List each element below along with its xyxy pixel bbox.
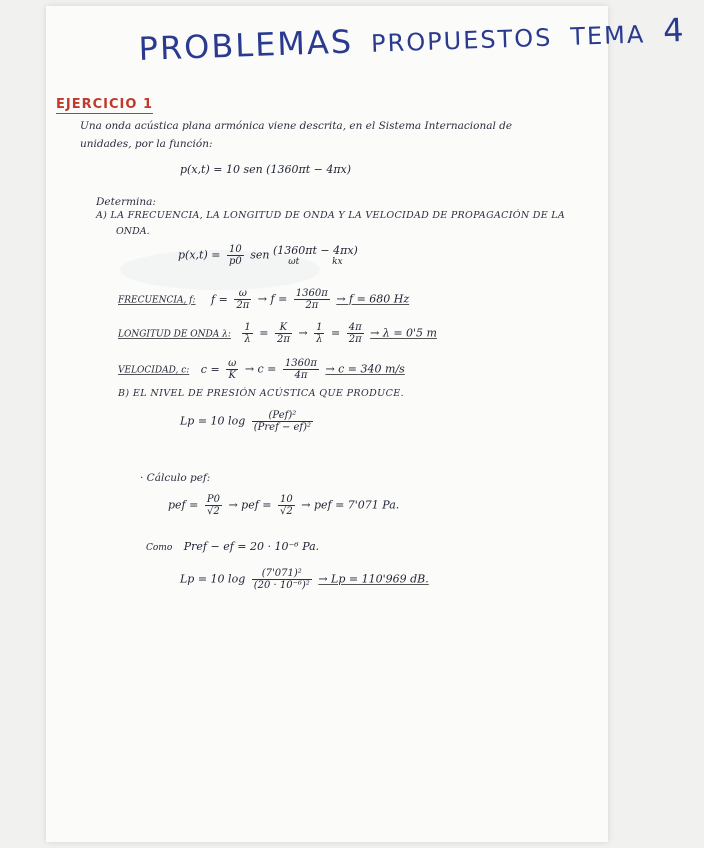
wavelength-frac-b <box>275 322 292 345</box>
wavelength-label: LONGITUD DE ONDA λ: <box>118 329 231 340</box>
frequency-b: → f = <box>257 292 288 306</box>
eq2-lhs: p(x,t) = <box>178 248 221 262</box>
lp-lhs: Lp = 10 log <box>180 414 246 428</box>
velocity-frac-a <box>226 358 238 381</box>
final-lp-fraction <box>252 568 312 591</box>
velocity-b-num: 1360π <box>284 358 317 369</box>
wavelength-frac-d <box>347 322 364 345</box>
pef-a-num: P0 <box>206 494 220 505</box>
final-lp-lhs: Lp = 10 log <box>180 572 246 586</box>
exercise-heading: EJERCICIO 1 <box>56 97 153 112</box>
velocity-b: → c = <box>244 362 277 376</box>
frequency-row <box>118 288 409 311</box>
part-a-line-1: A) LA FRECUENCIA, LA LONGITUD DE ONDA Y LA VELOCIDAD DE PROPAGACIÓN DE LA <box>96 210 566 221</box>
wavelength-frac-c <box>314 322 324 345</box>
pef-frac-a <box>205 494 222 517</box>
part-b-heading: B) EL NIVEL DE PRESIÓN ACÚSTICA QUE PRODUCE. <box>118 388 405 399</box>
wavelength-eq1: = <box>259 326 269 340</box>
wavelength-b-num: K <box>275 322 292 334</box>
como-label: Como <box>146 543 173 553</box>
pef-b-den: √2 <box>280 506 293 517</box>
velocity-a-num: ω <box>228 358 237 369</box>
frequency-a-num: ω <box>234 288 251 300</box>
equation-expanded <box>178 244 358 267</box>
frequency-result: → f = 680 Hz <box>336 292 410 306</box>
title-number: 4 <box>662 10 687 50</box>
title-word-1: PROBLEMAS <box>138 22 354 68</box>
final-lp-result: → Lp = 110'969 dB. <box>318 572 429 586</box>
statement-line-1: Una onda acústica plana armónica viene descrita, en el Sistema Internacional de <box>80 120 513 132</box>
pef-a-den: √2 <box>207 506 220 517</box>
eq2-argument <box>273 244 358 267</box>
eq2-fraction <box>227 244 244 267</box>
velocity-b-den: 4π <box>294 370 308 381</box>
eq2-sen: sen <box>250 248 270 262</box>
wave-equation: p(x,t) = 10 sen (1360πt − 4πx) <box>180 163 352 176</box>
pef-row <box>168 494 399 517</box>
wavelength-eq2: = <box>330 326 341 340</box>
pref-row <box>146 540 319 553</box>
wavelength-result: → λ = 0'5 m <box>370 326 437 340</box>
frequency-label: FRECUENCIA, f: <box>118 295 196 306</box>
final-lp-den: (20 · 10⁻⁶)² <box>253 580 310 591</box>
wavelength-d-den: 2π <box>348 334 362 345</box>
title-word-2: PROPUESTOS <box>370 23 553 58</box>
title-word-3: TEMA <box>569 20 646 51</box>
velocity-a-den: K <box>228 370 236 381</box>
velocity-frac-b <box>283 358 319 381</box>
pef-frac-b <box>278 494 295 517</box>
wavelength-c-den: λ <box>316 334 323 345</box>
wavelength-a-den: λ <box>244 334 251 345</box>
velocity-row <box>118 358 405 381</box>
final-lp-row <box>180 568 429 591</box>
eq2-kx: kx <box>332 257 343 267</box>
eq2-den: p0 <box>228 256 242 267</box>
lp-num: (Pef)² <box>252 410 313 422</box>
lp-formula <box>180 410 316 433</box>
pref-value: Pref − ef = 20 · 10⁻⁶ Pa. <box>183 540 320 553</box>
eq2-num: 10 <box>227 244 244 256</box>
wavelength-d-num: 4π <box>348 322 362 333</box>
statement-line-2: unidades, por la función: <box>80 138 213 150</box>
wavelength-arrow: → <box>298 326 308 340</box>
eq2-wt: ωt <box>288 257 300 267</box>
wavelength-a-num: 1 <box>244 322 251 333</box>
eq2-braces <box>273 257 358 267</box>
frequency-a-den: 2π <box>236 300 250 311</box>
pef-a: pef = <box>168 498 199 512</box>
wavelength-row <box>118 322 437 345</box>
velocity-result: → c = 340 m/s <box>325 362 405 376</box>
wavelength-frac-a <box>242 322 252 345</box>
frequency-b-den: 2π <box>305 300 319 311</box>
part-a-line-2: ONDA. <box>116 226 150 237</box>
final-lp-num: (7'071)² <box>252 568 312 580</box>
pef-b-num: 10 <box>280 494 293 505</box>
lp-fraction <box>252 410 313 433</box>
pef-b: → pef = <box>228 498 272 512</box>
eq2-arg: (1360πt − 4πx) <box>272 244 358 257</box>
wavelength-b-den: 2π <box>276 334 290 345</box>
lp-den: (Pref − ef)² <box>253 422 312 433</box>
frequency-a: f = <box>211 292 228 306</box>
frequency-frac-b <box>294 288 330 311</box>
pef-result: → pef = 7'071 Pa. <box>301 498 400 512</box>
velocity-label: VELOCIDAD, c: <box>118 365 190 376</box>
frequency-frac-a <box>234 288 251 311</box>
calc-pef-label: · Cálculo pef: <box>140 472 211 484</box>
frequency-b-num: 1360π <box>295 288 328 299</box>
wavelength-c-num: 1 <box>316 322 323 333</box>
determine-label: Determina: <box>96 196 156 208</box>
velocity-a: c = <box>200 362 220 376</box>
